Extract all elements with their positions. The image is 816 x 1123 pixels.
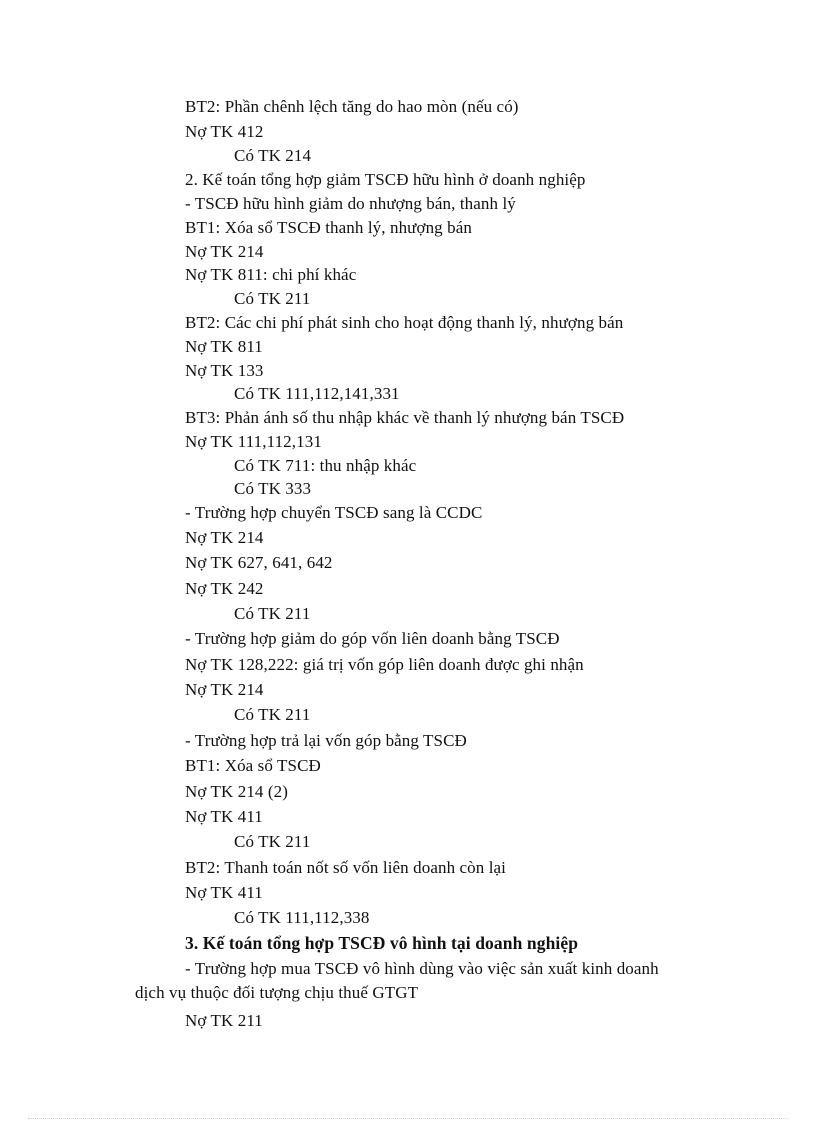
text-line: Có TK 111,112,338: [234, 908, 370, 927]
text-line: BT1: Xóa sổ TSCĐ thanh lý, nhượng bán: [185, 218, 472, 237]
text-line: Nợ TK 411: [185, 807, 263, 826]
text-line: - TSCĐ hữu hình giảm do nhượng bán, thanh lý: [185, 194, 516, 213]
text-line: Có TK 211: [234, 289, 311, 308]
text-line: Nợ TK 411: [185, 883, 263, 902]
text-line: - Trường hợp giảm do góp vốn liên doanh bằng TSCĐ: [185, 629, 560, 648]
text-line: BT2: Phần chênh lệch tăng do hao mòn (nếu có): [185, 97, 519, 116]
text-line: Nợ TK 627, 641, 642: [185, 553, 333, 572]
text-line: BT2: Các chi phí phát sinh cho hoạt động thanh lý, nhượng bán: [185, 313, 624, 332]
text-line: Nợ TK 128,222: giá trị vốn góp liên doanh được ghi nhận: [185, 655, 584, 674]
text-line: Nợ TK 133: [185, 361, 264, 380]
text-line: Nợ TK 111,112,131: [185, 432, 322, 451]
text-line: Nợ TK 811: chi phí khác: [185, 265, 357, 284]
text-line: Nợ TK 214: [185, 528, 264, 547]
text-line: BT3: Phản ánh số thu nhập khác về thanh lý nhượng bán TSCĐ: [185, 408, 625, 427]
text-line: - Trường hợp chuyển TSCĐ sang là CCDC: [185, 503, 483, 522]
section-heading: 3. Kế toán tổng hợp TSCĐ vô hình tại doanh nghiệp: [185, 933, 579, 953]
text-line: Có TK 214: [234, 146, 312, 165]
page-bottom-divider: [28, 1118, 788, 1119]
text-line: - Trường hợp mua TSCĐ vô hình dùng vào việc sản xuất kinh doanh: [185, 959, 659, 978]
text-line: Nợ TK 214 (2): [185, 782, 288, 801]
text-line: Có TK 333: [234, 479, 312, 498]
text-line: Nợ TK 412: [185, 122, 264, 141]
text-line: Có TK 211: [234, 832, 311, 851]
text-line: Có TK 711: thu nhập khác: [234, 456, 417, 475]
text-line: Nợ TK 211: [185, 1011, 263, 1030]
text-line: BT1: Xóa sổ TSCĐ: [185, 756, 321, 775]
text-line: Nợ TK 811: [185, 337, 263, 356]
text-line: dịch vụ thuộc đối tượng chịu thuế GTGT: [135, 983, 419, 1002]
text-line: Nợ TK 242: [185, 579, 264, 598]
text-line: Nợ TK 214: [185, 680, 264, 699]
text-line: Có TK 211: [234, 705, 311, 724]
text-line: - Trường hợp trả lại vốn góp bằng TSCĐ: [185, 731, 467, 750]
text-line: BT2: Thanh toán nốt số vốn liên doanh còn lại: [185, 858, 507, 877]
text-line: Nợ TK 214: [185, 242, 264, 261]
text-line: Có TK 211: [234, 604, 311, 623]
text-line: Có TK 111,112,141,331: [234, 384, 400, 403]
section-heading: 2. Kế toán tổng hợp giảm TSCĐ hữu hình ở doanh nghiệp: [185, 170, 586, 189]
